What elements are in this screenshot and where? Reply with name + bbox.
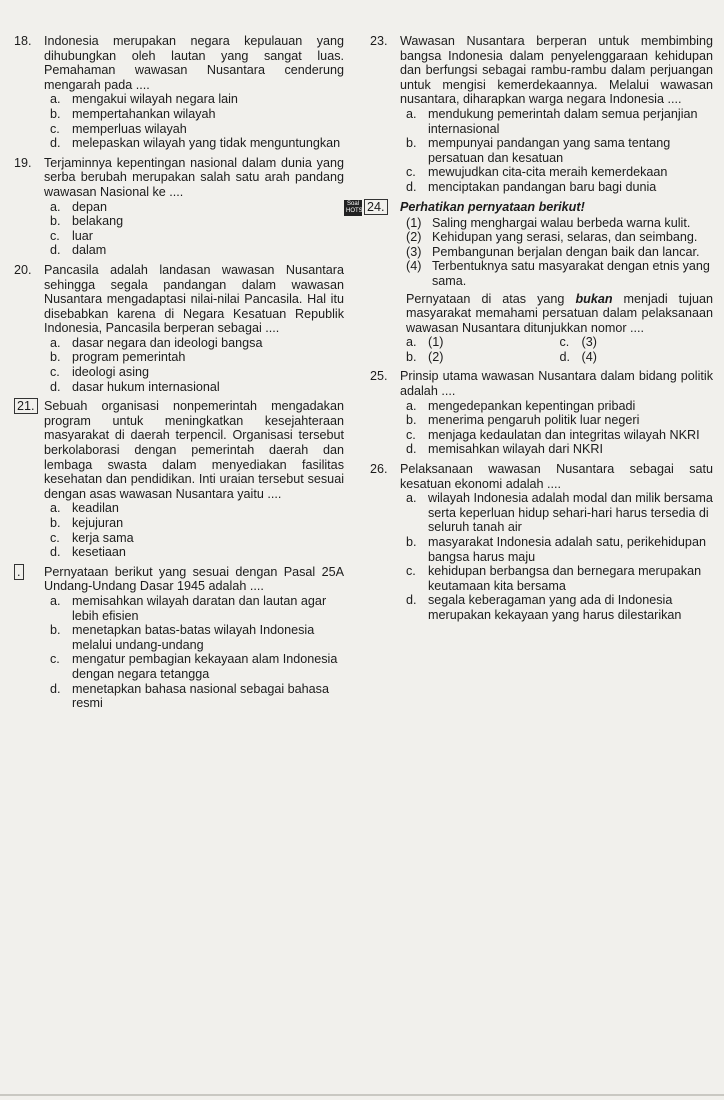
right-column xyxy=(346,34,713,628)
options xyxy=(50,501,344,559)
question-number: 19. xyxy=(14,155,32,170)
statement-text: Pembangunan berjalan dengan baik dan lancar. xyxy=(432,244,700,259)
option-c[interactable] xyxy=(50,229,344,244)
question-number xyxy=(14,565,44,594)
question-text: Indonesia merupakan negara kepulauan yang dihubungkan oleh lautan yang sangat luas. Pemahaman wawasan Nusantara cenderung mengarah pada .... xyxy=(44,34,344,92)
option-text: menetapkan bahasa nasional sebagai bahasa resmi xyxy=(72,681,329,711)
options xyxy=(50,594,344,711)
option-b[interactable] xyxy=(406,350,560,365)
option-b[interactable] xyxy=(50,214,344,229)
option-letter: d. xyxy=(406,593,417,608)
option-a[interactable] xyxy=(50,336,344,351)
option-text: kerja sama xyxy=(72,530,134,545)
question-text: Wawasan Nusantara berperan untuk membimbing bangsa Indonesia dalam penyelenggaraan kehidupan dan berfungsi sebagai rambu-rambu dalam perjuangan untuk mengisi kemerdekaannya. Melalui wawasan nusantara, diharapkan warga negara Indonesia .... xyxy=(400,34,713,107)
question-number: 26. xyxy=(370,462,388,477)
question-text-emphasis: bukan xyxy=(575,291,613,306)
option-letter: c. xyxy=(50,652,60,667)
statement-number: (3) xyxy=(406,244,422,259)
option-c[interactable] xyxy=(406,165,713,180)
option-letter: c. xyxy=(50,530,60,545)
option-b[interactable] xyxy=(50,623,344,652)
hots-badge-bottom: HOTS xyxy=(346,207,363,214)
question-19 xyxy=(14,156,344,258)
question-number-wrap xyxy=(344,200,400,216)
option-d[interactable] xyxy=(50,682,344,711)
question-22 xyxy=(14,565,344,711)
option-letter: d. xyxy=(406,442,417,457)
option-b[interactable] xyxy=(50,516,344,531)
option-a[interactable] xyxy=(50,501,344,516)
option-text: dalam xyxy=(72,243,107,258)
question-23 xyxy=(370,34,713,195)
option-text: menjaga kedaulatan dan integritas wilayah NKRI xyxy=(428,427,700,442)
left-column xyxy=(14,34,344,716)
option-b[interactable] xyxy=(50,107,344,122)
option-a[interactable] xyxy=(50,594,344,623)
option-text: mempunyai pandangan yang sama tentang persatuan dan kesatuan xyxy=(428,136,671,165)
option-d[interactable] xyxy=(406,442,713,457)
option-letter: d. xyxy=(406,179,417,194)
option-b[interactable] xyxy=(406,535,713,564)
option-a[interactable] xyxy=(406,107,713,136)
question-text: Pernyataan berikut yang sesuai dengan Pasal 25A Undang-Undang Dasar 1945 adalah .... xyxy=(44,564,344,594)
option-c[interactable] xyxy=(50,531,344,546)
option-text: mengedepankan kepentingan pribadi xyxy=(428,398,636,413)
option-a[interactable] xyxy=(406,491,713,535)
question-text: Sebuah organisasi nonpemerintah mengadakan program untuk meningkatkan kesejahteraan masyarakat di daerah terpencil. Organisasi tersebut berkolaborasi dengan pemerintah daerah dan lembaga swasta dalam menyediakan fasilitas kesehatan dan pendidikan. Inti uraian tersebut sesuai dengan asas wawasan Nusantara yaitu .... xyxy=(44,399,344,501)
option-letter: c. xyxy=(406,427,416,442)
option-d[interactable] xyxy=(406,593,713,622)
question-number: 25. xyxy=(370,369,388,384)
option-letter: a. xyxy=(50,335,61,350)
statement-2 xyxy=(406,230,713,245)
options xyxy=(50,200,344,258)
option-letter: d. xyxy=(50,545,61,560)
option-letter: a. xyxy=(50,199,61,214)
option-a[interactable] xyxy=(50,200,344,215)
question-number: 20. xyxy=(14,262,32,277)
question-number-box: . xyxy=(14,564,24,580)
option-text: dasar negara dan ideologi bangsa xyxy=(72,335,263,350)
hots-badge-top: Soal xyxy=(346,200,359,207)
option-text: program pemerintah xyxy=(72,350,186,365)
option-text: segala keberagaman yang ada di Indonesia merupakan kekayaan yang harus dilestarikan xyxy=(428,593,682,622)
statement-4 xyxy=(406,259,713,288)
option-text: melepaskan wilayah yang tidak menguntungkan xyxy=(72,136,341,151)
option-text: mendukung pemerintah dalam semua perjanjian internasional xyxy=(428,106,698,136)
option-letter: b. xyxy=(406,136,417,151)
option-text: memperluas wilayah xyxy=(72,121,187,136)
option-letter: a. xyxy=(406,491,417,506)
option-letter: b. xyxy=(406,535,417,549)
option-c[interactable] xyxy=(50,122,344,137)
question-number: 23. xyxy=(370,34,388,48)
question-26 xyxy=(370,462,713,623)
option-letter: c. xyxy=(406,165,416,180)
option-text: memisahkan wilayah dari NKRI xyxy=(428,442,603,457)
statement-number: (1) xyxy=(406,215,422,230)
options xyxy=(406,335,713,364)
option-b[interactable] xyxy=(50,350,344,365)
question-text: Pancasila adalah landasan wawasan Nusantara sehingga segala pandangan dalam wawasan Nusantara mengadaptasi nilai-nilai Pancasila. Hal itu disebabkan karena di Negara Kesatuan Republik Indonesia, Pancasila berperan sebagai .... xyxy=(44,262,344,336)
option-letter: b. xyxy=(50,106,61,121)
option-text: (4) xyxy=(581,349,597,364)
option-text: (1) xyxy=(428,335,444,350)
option-letter: b. xyxy=(50,516,61,530)
option-letter: d. xyxy=(559,349,571,364)
option-letter: a. xyxy=(50,92,61,107)
statement-number: (4) xyxy=(406,259,422,274)
option-letter: b. xyxy=(406,413,417,428)
option-text: menetapkan batas-batas wilayah Indonesia melalui undang-undang xyxy=(72,623,315,652)
question-text-before: Pernyataan di atas yang xyxy=(406,291,576,306)
option-d[interactable] xyxy=(560,350,714,365)
option-text: (2) xyxy=(428,349,444,364)
option-letter: a. xyxy=(406,335,417,350)
statement-text: Terbentuknya satu masyarakat dengan etnis yang sama. xyxy=(432,259,710,288)
option-letter: c. xyxy=(406,564,416,579)
option-text: (3) xyxy=(581,335,597,350)
option-letter: b. xyxy=(406,349,417,364)
option-letter: a. xyxy=(406,398,417,413)
option-letter: b. xyxy=(50,350,61,365)
question-18 xyxy=(14,34,344,151)
option-letter: b. xyxy=(50,214,61,229)
option-letter: c. xyxy=(50,228,60,243)
statement-1 xyxy=(406,216,713,231)
option-text: mempertahankan wilayah xyxy=(72,106,216,121)
options xyxy=(406,491,713,622)
option-c[interactable] xyxy=(50,652,344,681)
question-number: 18. xyxy=(14,34,32,48)
option-letter: b. xyxy=(50,623,61,638)
question-text-after: menjadi tujuan masyarakat memahami persatuan dalam pelaksanaan wawasan Nusantara ditunjukkan nomor .... xyxy=(406,291,713,335)
question-number-box: 21. xyxy=(14,398,38,414)
option-a[interactable] xyxy=(50,92,344,107)
page-bottom-divider xyxy=(0,1094,724,1096)
option-c[interactable] xyxy=(560,335,714,350)
option-text: menerima pengaruh politik luar negeri xyxy=(428,413,640,428)
question-text: Terjaminnya kepentingan nasional dalam dunia yang serba berubah merupakan salah satu arah pandang wawasan Nasional ke .... xyxy=(44,155,344,199)
option-text: masyarakat Indonesia adalah satu, perikehidupan bangsa harus maju xyxy=(428,535,706,564)
question-24 xyxy=(346,199,713,365)
option-b[interactable] xyxy=(406,136,713,165)
options xyxy=(50,336,344,394)
question-25 xyxy=(370,369,713,457)
statement-text: Kehidupan yang serasi, selaras, dan seimbang. xyxy=(432,230,698,245)
option-text: ideologi asing xyxy=(72,365,150,380)
option-letter: d. xyxy=(50,379,61,394)
option-text: luar xyxy=(72,228,93,243)
options xyxy=(50,92,344,150)
option-text: mengatur pembagian kekayaan alam Indonesia dengan negara tetangga xyxy=(72,652,338,681)
hots-badge xyxy=(344,200,362,216)
options xyxy=(406,107,713,195)
option-letter: c. xyxy=(50,365,60,380)
option-c[interactable] xyxy=(50,365,344,380)
option-text: belakang xyxy=(72,214,124,229)
option-d[interactable] xyxy=(50,243,344,258)
option-text: mengakui wilayah negara lain xyxy=(72,92,238,107)
option-letter: d. xyxy=(50,243,61,258)
question-number: 24. xyxy=(364,199,388,215)
question-20 xyxy=(14,263,344,394)
option-text: wilayah Indonesia adalah modal dan milik bersama serta keperluan hidup sehari-hari harus tersedia di seluruh tanah air xyxy=(428,491,713,535)
option-c[interactable] xyxy=(406,428,713,443)
option-letter: a. xyxy=(50,501,61,516)
option-text: memisahkan wilayah daratan dan lautan agar lebih efisien xyxy=(72,593,327,623)
option-d[interactable] xyxy=(406,180,713,195)
question-number xyxy=(14,399,44,501)
option-text: kejujuran xyxy=(72,516,124,530)
option-a[interactable] xyxy=(406,335,560,350)
option-d[interactable] xyxy=(50,136,344,151)
option-d[interactable] xyxy=(50,545,344,560)
option-text: mewujudkan cita-cita meraih kemerdekaan xyxy=(428,165,668,180)
option-text: menciptakan pandangan baru bagi dunia xyxy=(428,179,657,194)
option-letter: a. xyxy=(50,593,61,608)
option-letter: c. xyxy=(559,335,570,350)
option-letter: a. xyxy=(406,106,417,121)
question-text xyxy=(406,292,713,336)
statement-3 xyxy=(406,245,713,260)
statement-number: (2) xyxy=(406,230,422,245)
option-text: kesetiaan xyxy=(72,545,126,560)
option-text: dasar hukum internasional xyxy=(72,379,220,394)
statement-text: Saling menghargai walau berbeda warna kulit. xyxy=(432,215,691,230)
question-21 xyxy=(14,399,344,560)
question-text: Pelaksanaan wawasan Nusantara sebagai satu kesatuan ekonomi adalah .... xyxy=(400,462,713,491)
option-b[interactable] xyxy=(406,413,713,428)
question-text: Prinsip utama wawasan Nusantara dalam bidang politik adalah .... xyxy=(400,369,713,399)
option-text: kehidupan berbangsa dan bernegara merupakan keutamaan kita bersama xyxy=(428,564,702,593)
option-letter: d. xyxy=(50,681,61,696)
option-letter: d. xyxy=(50,136,61,151)
option-text: keadilan xyxy=(72,501,119,516)
question-intro: Perhatikan pernyataan berikut! xyxy=(400,199,585,214)
option-a[interactable] xyxy=(406,399,713,414)
options xyxy=(406,399,713,457)
option-c[interactable] xyxy=(406,564,713,593)
option-letter: c. xyxy=(50,121,60,136)
option-d[interactable] xyxy=(50,380,344,395)
option-text: depan xyxy=(72,199,108,214)
